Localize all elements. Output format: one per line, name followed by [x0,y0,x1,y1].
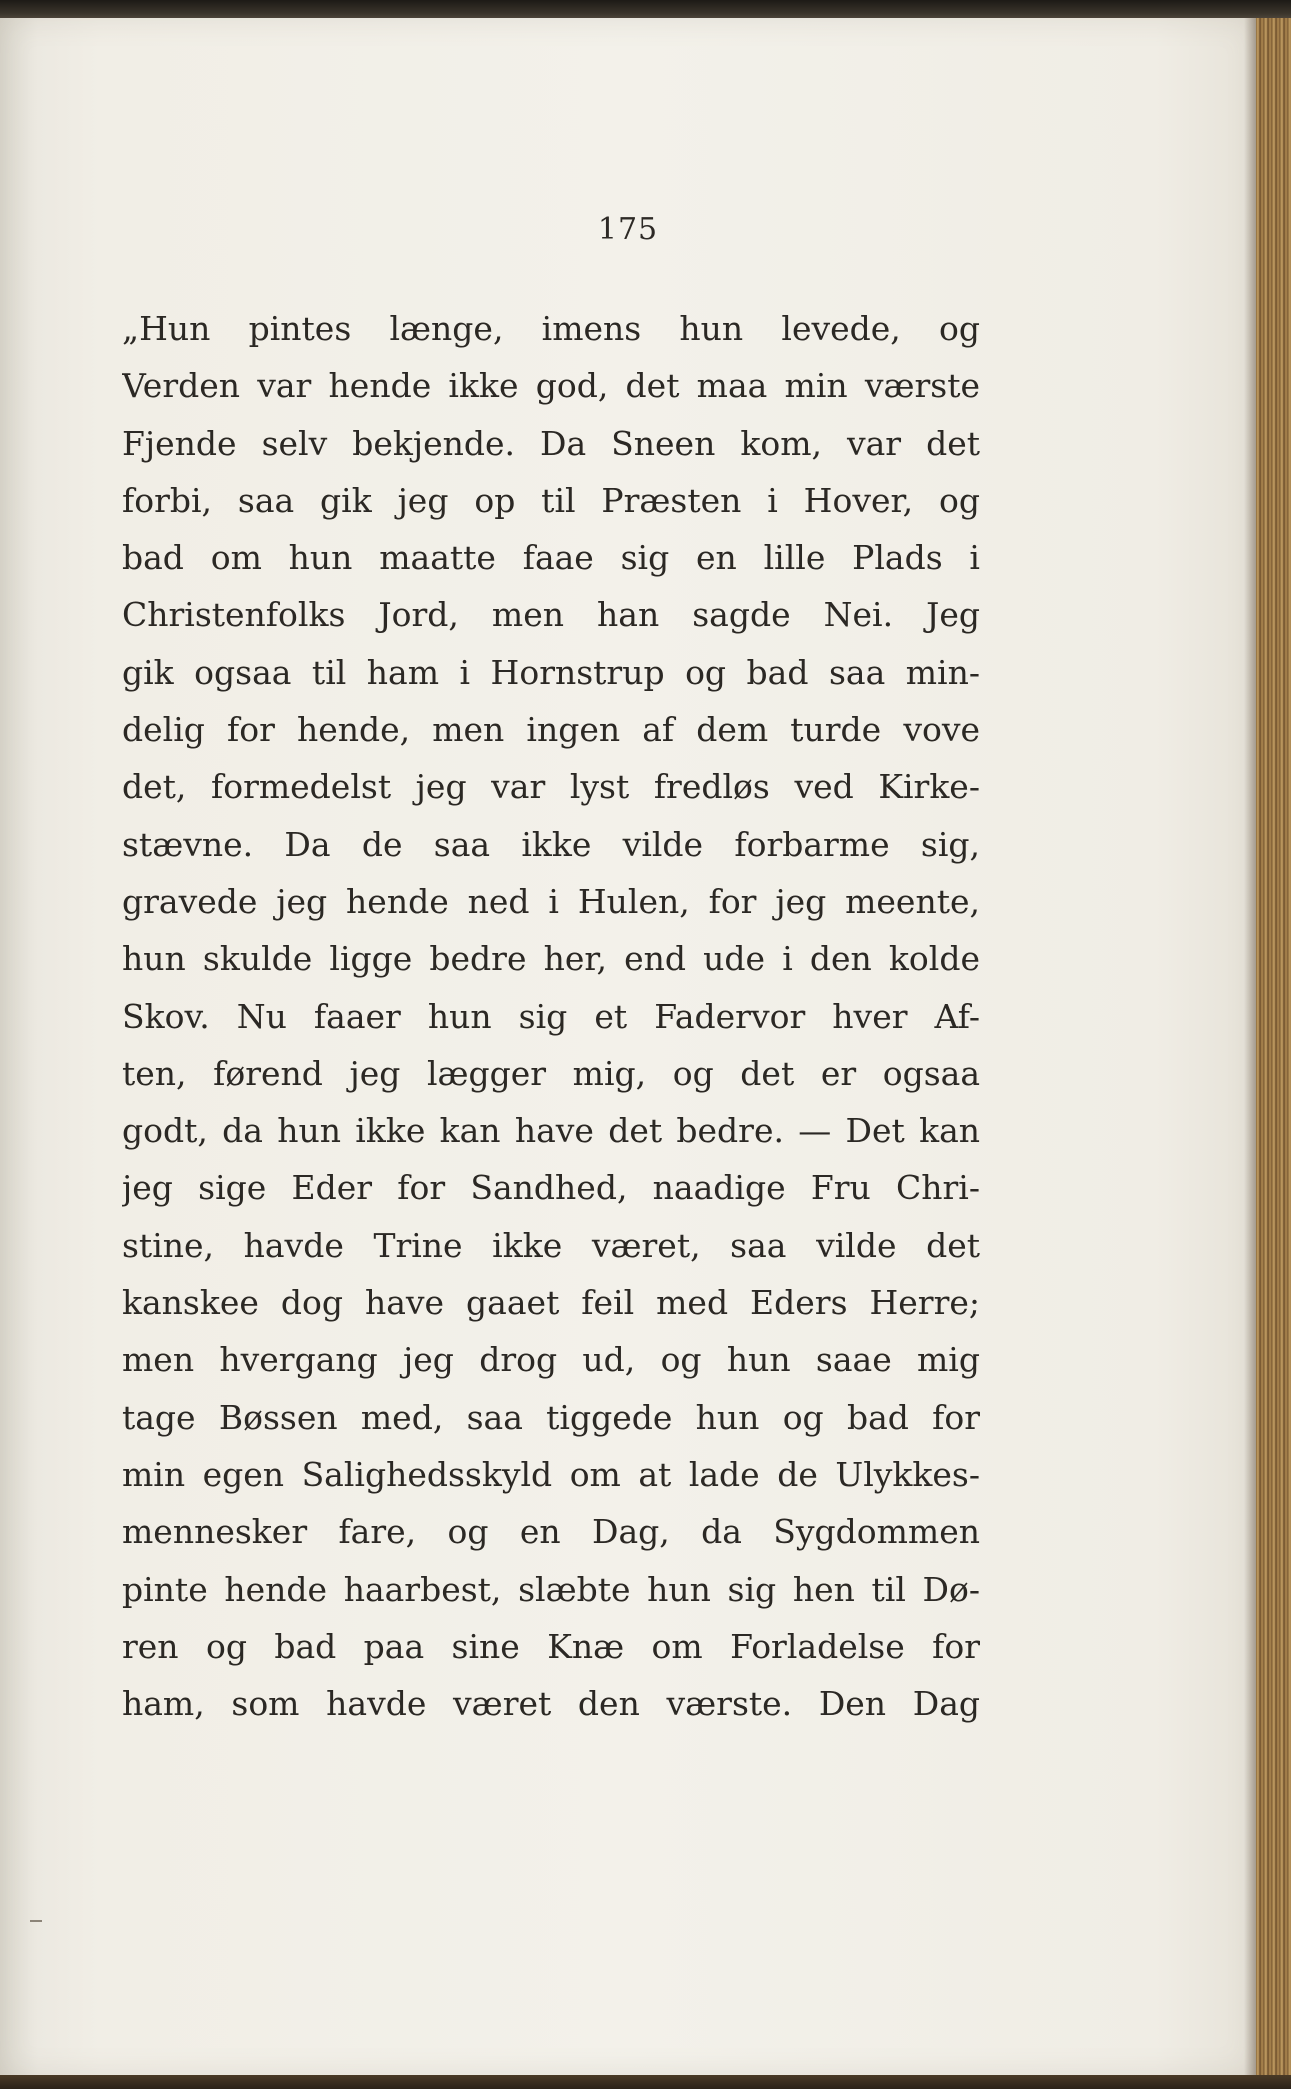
text-line: men hvergang jeg drog ud, og hun saae mig [122,1340,980,1380]
text-line: stine, havde Trine ikke været, saa vilde det [122,1225,980,1265]
text-line: ten, førend jeg lægger mig, og det er ogsaa [122,1053,980,1093]
book-bottom-edge [0,2075,1291,2089]
text-line: ren og bad paa sine Knæ om Forladelse for [122,1626,980,1666]
margin-mark [30,1920,42,1922]
body-text [122,300,980,1732]
text-line: jeg sige Eder for Sandhed, naadige Fru Chri- [122,1168,980,1208]
text-line: Fjende selv bekjende. Da Sneen kom, var det [122,423,980,463]
text-line: gravede jeg hende ned i Hulen, for jeg meente, [122,881,980,921]
text-line: bad om hun maatte faae sig en lille Plads i [122,538,980,578]
page-gutter-shadow [1244,18,1256,2076]
text-line: Christenfolks Jord, men han sagde Nei. Jeg [122,595,980,635]
page-number: 175 [597,212,659,247]
text-line: godt, da hun ikke kan have det bedre. — Det kan [122,1111,980,1151]
text-line: tage Bøssen med, saa tiggede hun og bad for [122,1397,980,1437]
text-line: min egen Salighedsskyld om at lade de Ulykkes- [122,1454,980,1494]
book-fore-edge [1256,18,1291,2089]
text-line: ham, som havde været den værste. Den Dag [122,1684,980,1724]
text-line: det, formedelst jeg var lyst fredløs ved Kirke- [122,767,980,807]
text-line: pinte hende haarbest, slæbte hun sig hen til Dø- [122,1569,980,1609]
text-line: delig for hende, men ingen af dem turde vove [122,710,980,750]
text-line: gik ogsaa til ham i Hornstrup og bad saa min- [122,652,980,692]
text-line: hun skulde ligge bedre her, end ude i den kolde [122,939,980,979]
text-line: „Hun pintes længe, imens hun levede, og [122,309,980,348]
text-line: stævne. Da de saa ikke vilde forbarme sig, [122,824,980,864]
text-line: mennesker fare, og en Dag, da Sygdommen [122,1512,980,1552]
text-line: kanskee dog have gaaet feil med Eders Herre; [122,1283,980,1323]
text-line: forbi, saa gik jeg op til Præsten i Hover, og [122,480,980,520]
text-line: Skov. Nu faaer hun sig et Fadervor hver Af- [122,996,980,1036]
text-line: Verden var hende ikke god, det maa min værste [122,366,980,406]
